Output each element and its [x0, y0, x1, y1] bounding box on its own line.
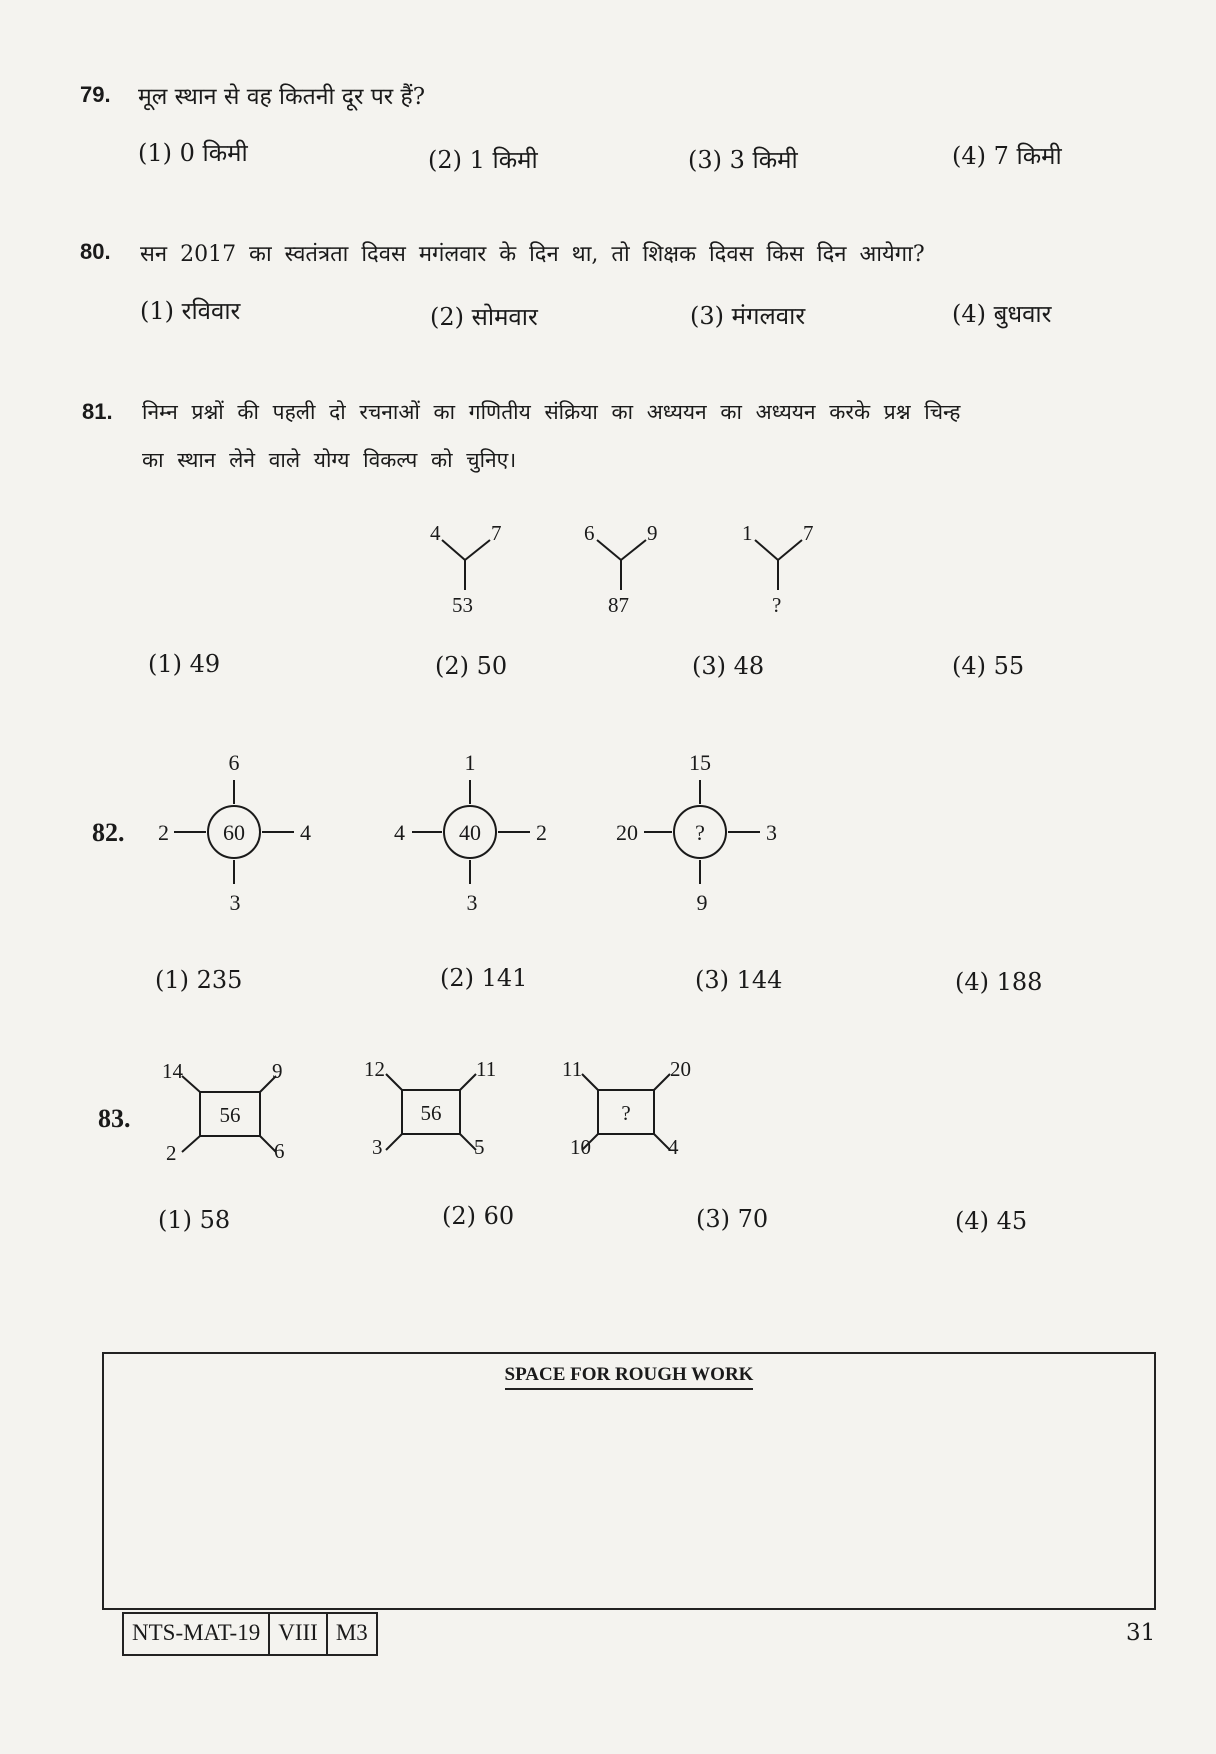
q79-option-2: (2) 1 किमी: [428, 146, 538, 174]
q79-option-4: (4) 7 किमी: [952, 142, 1062, 170]
q82-f2-left: 4: [394, 820, 405, 845]
q81-f2-right: 9: [647, 521, 658, 545]
q82-option-1: (1) 235: [155, 966, 243, 994]
footer-class: VIII: [270, 1614, 328, 1654]
footer-exam-code: NTS-MAT-19: [124, 1614, 270, 1654]
q80-option-1: (1) रविवार: [140, 297, 241, 325]
page-number: 31: [1126, 1620, 1156, 1646]
q79-option-1: (1) 0 किमी: [138, 139, 248, 167]
q81-option-2: (2) 50: [435, 652, 508, 680]
q83-f1-tl: 14: [162, 1059, 183, 1083]
q82-f2-top: 1: [464, 750, 476, 775]
q82-option-4: (4) 188: [955, 968, 1043, 996]
footer-code-box: [122, 1612, 378, 1656]
q82-f3-center: ?: [695, 820, 705, 845]
q83-f2-tl: 12: [364, 1057, 385, 1081]
q80-option-3: (3) मंगलवार: [690, 302, 806, 330]
q81-figure-2: [584, 521, 658, 617]
q83-f3-bl: 10: [570, 1135, 591, 1159]
q82-figures: [150, 740, 830, 920]
rough-work-title: [104, 1364, 1154, 1386]
q82-f2-bottom: 3: [466, 890, 478, 915]
q81-line-1: निम्न प्रश्नों की पहली दो रचनाओं का गणितीय संक्रिया का अध्ययन का अध्ययन करके प्रश्न चिन्ह: [142, 400, 961, 424]
q81-f1-left: 4: [430, 521, 441, 545]
q83-figure-2: [364, 1057, 496, 1159]
q81-f3-right: 7: [803, 521, 814, 545]
q83-f3-tl: 11: [562, 1057, 583, 1081]
q82-option-3: (3) 144: [695, 966, 783, 994]
q82-number: 82.: [92, 818, 125, 847]
q82-figure-1: [158, 750, 311, 915]
q83-f2-center: 56: [420, 1101, 442, 1125]
q82-option-2: (2) 141: [440, 964, 528, 992]
q81-f2-bottom: 87: [608, 593, 629, 617]
q79-option-3: (3) 3 किमी: [688, 146, 798, 174]
q82-f2-right: 2: [536, 820, 547, 845]
q81-option-3: (3) 48: [692, 652, 765, 680]
q81-f3-left: 1: [742, 521, 753, 545]
q82-f1-bottom: 3: [229, 890, 241, 915]
q81-f3-bottom: ?: [772, 593, 782, 617]
q82-f3-left: 20: [616, 820, 638, 845]
q82-figure-2: [394, 750, 547, 915]
q83-f2-tr: 11: [476, 1057, 497, 1081]
q83-f1-tr: 9: [272, 1059, 283, 1083]
q81-option-1: (1) 49: [148, 650, 221, 678]
q83-f1-br: 6: [274, 1139, 285, 1163]
q81-f1-bottom: 53: [452, 593, 473, 617]
q79-text: मूल स्थान से वह कितनी दूर पर हैं?: [138, 84, 426, 110]
q83-f3-br: 4: [668, 1135, 679, 1159]
q79-number: 79.: [80, 82, 111, 107]
q81-option-4: (4) 55: [952, 652, 1025, 680]
q82-f1-right: 4: [300, 820, 311, 845]
q82-f2-center: 40: [459, 820, 481, 845]
rough-work-box: [102, 1352, 1156, 1610]
q81-line-2: का स्थान लेने वाले योग्य विकल्प को चुनिए।: [142, 448, 517, 472]
q83-figures: [150, 1050, 710, 1170]
q82-f1-top: 6: [228, 750, 240, 775]
q81-figures: [400, 510, 840, 620]
q83-option-2: (2) 60: [442, 1202, 515, 1230]
q82-f3-bottom: 9: [696, 890, 708, 915]
q81-f1-right: 7: [491, 521, 502, 545]
q81-number: 81.: [82, 399, 113, 424]
q83-f3-center: ?: [621, 1101, 631, 1125]
q83-number: 83.: [98, 1104, 131, 1133]
q82-f1-left: 2: [158, 820, 169, 845]
q81-f2-left: 6: [584, 521, 595, 545]
q83-option-1: (1) 58: [158, 1206, 231, 1234]
q83-f2-br: 5: [474, 1135, 485, 1159]
q81-figure-3: [742, 521, 814, 617]
rough-work-label: SPACE FOR ROUGH WORK: [505, 1364, 754, 1390]
footer-set: M3: [335, 1620, 368, 1645]
q82-f3-right: 3: [766, 820, 777, 845]
q81-figure-1: [430, 521, 502, 617]
q82-figure-3: [616, 750, 777, 915]
q83-f2-bl: 3: [372, 1135, 383, 1159]
q80-option-4: (4) बुधवार: [952, 300, 1052, 328]
q80-option-2: (2) सोमवार: [430, 303, 538, 331]
q82-f3-top: 15: [689, 750, 711, 775]
q80-text: सन 2017 का स्वतंत्रता दिवस मगंलवार के दिन था, तो शिक्षक दिवस किस दिन आयेगा?: [140, 242, 925, 267]
q83-f1-center: 56: [219, 1103, 241, 1127]
q83-figure-3: [562, 1057, 691, 1159]
q83-option-4: (4) 45: [955, 1207, 1028, 1235]
q82-f1-center: 60: [223, 820, 245, 845]
q83-f3-tr: 20: [670, 1057, 691, 1081]
q83-f1-bl: 2: [166, 1141, 177, 1165]
q83-figure-1: [162, 1059, 285, 1165]
q83-option-3: (3) 70: [696, 1205, 769, 1233]
q80-number: 80.: [80, 239, 111, 264]
